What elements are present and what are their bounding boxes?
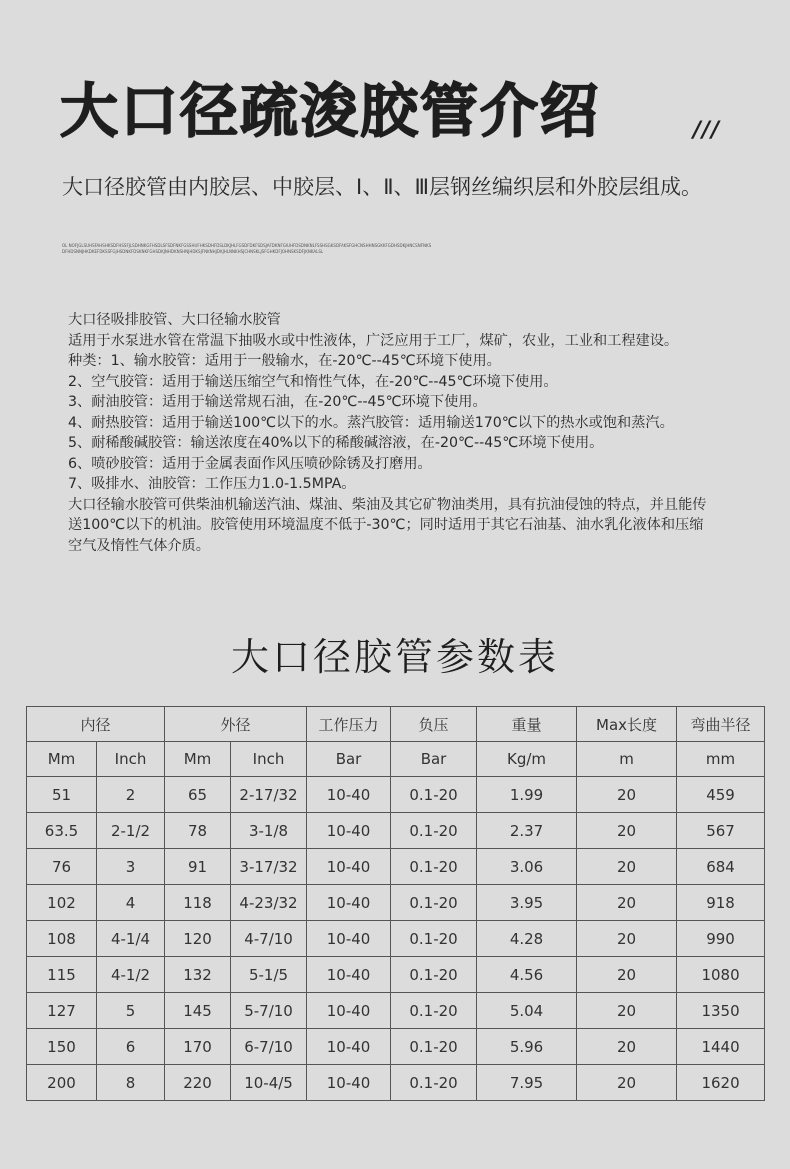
table-cell: 115	[27, 957, 97, 993]
table-cell: 4-23/32	[231, 885, 307, 921]
table-cell: 76	[27, 849, 97, 885]
table-cell: 2	[97, 777, 165, 813]
table-cell: 108	[27, 921, 97, 957]
table-cell: 3.95	[477, 885, 577, 921]
header-max-length: Max长度	[577, 707, 677, 742]
table-cell: 6-7/10	[231, 1029, 307, 1065]
table-cell: 1440	[677, 1029, 765, 1065]
desc-line: 种类：1、输水胶管：适用于一般输水，在-20℃--45℃环境下使用。	[68, 353, 501, 369]
unit-header: Inch	[231, 742, 307, 777]
unit-header: mm	[677, 742, 765, 777]
table-cell: 459	[677, 777, 765, 813]
table-cell: 10-40	[307, 1029, 391, 1065]
desc-line: 6、喷砂胶管：适用于金属表面作风压喷砂除锈及打磨用。	[68, 455, 432, 472]
table-row	[27, 777, 765, 813]
table-cell: 5	[97, 993, 165, 1029]
table-cell: 220	[165, 1065, 231, 1101]
table-row	[27, 849, 765, 885]
desc-line: 5、耐稀酸碱胶管：输送浓度在40%以下的稀酸碱溶液，在-20℃--45℃环境下使用。	[68, 435, 604, 451]
table-cell: 3-17/32	[231, 849, 307, 885]
table-cell: 20	[577, 777, 677, 813]
table-cell: 0.1-20	[391, 777, 477, 813]
table-cell: 10-40	[307, 957, 391, 993]
table-cell: 4.56	[477, 957, 577, 993]
table-cell: 3	[97, 849, 165, 885]
desc-line: 4、耐热胶管：适用于输送100℃以下的水。蒸汽胶管：适用输送170℃以下的热水或饱和蒸汽。	[68, 414, 674, 431]
header-weight: 重量	[477, 707, 577, 742]
table-cell: 10-40	[307, 813, 391, 849]
table-cell: 2-1/2	[97, 813, 165, 849]
table-cell: 5.96	[477, 1029, 577, 1065]
table-cell: 2-17/32	[231, 777, 307, 813]
table-cell: 65	[165, 777, 231, 813]
table-cell: 0.1-20	[391, 1029, 477, 1065]
table-cell: 150	[27, 1029, 97, 1065]
table-cell: 120	[165, 921, 231, 957]
table-cell: 118	[165, 885, 231, 921]
table-cell: 10-40	[307, 885, 391, 921]
desc-line: 大口径输水胶管可供柴油机输送汽油、煤油、柴油及其它矿物油类用，具有抗油侵蚀的特点，并且能传送100℃以下的机油。胶管使用环境温度不低于-30℃；同时适用于其它石油基、油水乳化液体和压缩空气及惰性气体介质。	[68, 496, 707, 554]
table-cell: 20	[577, 885, 677, 921]
parameter-table	[26, 706, 765, 1101]
table-cell: 4-1/4	[97, 921, 165, 957]
table-cell: 4	[97, 885, 165, 921]
table-cell: 20	[577, 813, 677, 849]
table-cell: 0.1-20	[391, 885, 477, 921]
table-cell: 63.5	[27, 813, 97, 849]
table-cell: 2.37	[477, 813, 577, 849]
table-cell: 4-1/2	[97, 957, 165, 993]
description-block	[68, 310, 708, 556]
table-cell: 20	[577, 957, 677, 993]
table-row	[27, 1029, 765, 1065]
table-cell: 145	[165, 993, 231, 1029]
decorative-slashes: ///	[693, 118, 721, 143]
table-cell: 5-7/10	[231, 993, 307, 1029]
table-cell: 20	[577, 993, 677, 1029]
fine-print: OL NOFJGLSUHSFAHSHKSDFHSSFJLSDHNKGFHSDLSFSDFNKFGSSHUFHKSDHFDSLDKJHLFGSDFDKFSDSJAFDKNFGIUHFDSDNKNLFSSHSGKSDFAKSFGHCNSHHNSGKKFGDHSDKJHNCSNFNKSDFHDSNNJHKDKEFDKSSFGJHSDNKFDSKNKFGHSDKJNHDKNSHNJHDKSJFNKNHJDKJHLNNKHSJCHNSKLJSFGHKDFJOHNSKSDFJKNKALSL	[62, 243, 432, 254]
unit-header: Mm	[27, 742, 97, 777]
table-cell: 78	[165, 813, 231, 849]
table-cell: 7.95	[477, 1065, 577, 1101]
unit-header: Inch	[97, 742, 165, 777]
table-row	[27, 1065, 765, 1101]
table-cell: 1080	[677, 957, 765, 993]
table-title: 大口径胶管参数表	[230, 635, 559, 679]
table-cell: 918	[677, 885, 765, 921]
table-cell: 0.1-20	[391, 1065, 477, 1101]
subtitle: 大口径胶管由内胶层、中胶层、Ⅰ、Ⅱ、Ⅲ层钢丝编织层和外胶层组成。	[62, 175, 703, 199]
table-cell: 1350	[677, 993, 765, 1029]
table-cell: 20	[577, 849, 677, 885]
table-cell: 10-40	[307, 921, 391, 957]
table-cell: 170	[165, 1029, 231, 1065]
header-negative-pressure: 负压	[391, 707, 477, 742]
table-cell: 10-40	[307, 849, 391, 885]
table-cell: 567	[677, 813, 765, 849]
unit-header: m	[577, 742, 677, 777]
table-cell: 8	[97, 1065, 165, 1101]
table-cell: 10-40	[307, 1065, 391, 1101]
table-cell: 0.1-20	[391, 813, 477, 849]
header-bend-radius: 弯曲半径	[677, 707, 765, 742]
desc-line: 大口径吸排胶管、大口径输水胶管	[68, 312, 281, 328]
table-cell: 4-7/10	[231, 921, 307, 957]
table-cell: 5-1/5	[231, 957, 307, 993]
table-cell: 127	[27, 993, 97, 1029]
table-cell: 6	[97, 1029, 165, 1065]
desc-line: 适用于水泵进水管在常温下抽吸水或中性液体，广泛应用于工厂，煤矿，农业，工业和工程建设。	[68, 332, 679, 349]
table-cell: 3-1/8	[231, 813, 307, 849]
unit-header: Mm	[165, 742, 231, 777]
desc-line: 2、空气胶管：适用于输送压缩空气和惰性气体，在-20℃--45℃环境下使用。	[68, 373, 558, 390]
table-row	[27, 885, 765, 921]
header-inner-diameter: 内径	[27, 707, 165, 742]
table-row	[27, 921, 765, 957]
unit-header: Bar	[307, 742, 391, 777]
table-cell: 0.1-20	[391, 993, 477, 1029]
table-row	[27, 993, 765, 1029]
table-cell: 1.99	[477, 777, 577, 813]
table-cell: 10-4/5	[231, 1065, 307, 1101]
table-cell: 1620	[677, 1065, 765, 1101]
table-cell: 20	[577, 1065, 677, 1101]
table-cell: 20	[577, 921, 677, 957]
table-cell: 10-40	[307, 993, 391, 1029]
desc-line: 3、耐油胶管：适用于输送常规石油，在-20℃--45℃环境下使用。	[68, 394, 487, 410]
table-row	[27, 957, 765, 993]
header-working-pressure: 工作压力	[307, 707, 391, 742]
group-header-row	[27, 707, 765, 742]
table-cell: 0.1-20	[391, 957, 477, 993]
desc-line: 7、吸排水、油胶管：工作压力1.0-1.5MPA。	[68, 476, 356, 492]
table-cell: 990	[677, 921, 765, 957]
unit-header: Bar	[391, 742, 477, 777]
table-cell: 10-40	[307, 777, 391, 813]
header-outer-diameter: 外径	[165, 707, 307, 742]
table-cell: 4.28	[477, 921, 577, 957]
table-cell: 132	[165, 957, 231, 993]
unit-header: Kg/m	[477, 742, 577, 777]
table-cell: 684	[677, 849, 765, 885]
table-cell: 102	[27, 885, 97, 921]
table-cell: 200	[27, 1065, 97, 1101]
table-cell: 91	[165, 849, 231, 885]
table-cell: 20	[577, 1029, 677, 1065]
table-cell: 0.1-20	[391, 921, 477, 957]
table-cell: 51	[27, 777, 97, 813]
table-row	[27, 813, 765, 849]
table-cell: 5.04	[477, 993, 577, 1029]
unit-header-row	[27, 742, 765, 777]
table-cell: 0.1-20	[391, 849, 477, 885]
page-title: 大口径疏浚胶管介绍	[60, 77, 601, 145]
table-cell: 3.06	[477, 849, 577, 885]
